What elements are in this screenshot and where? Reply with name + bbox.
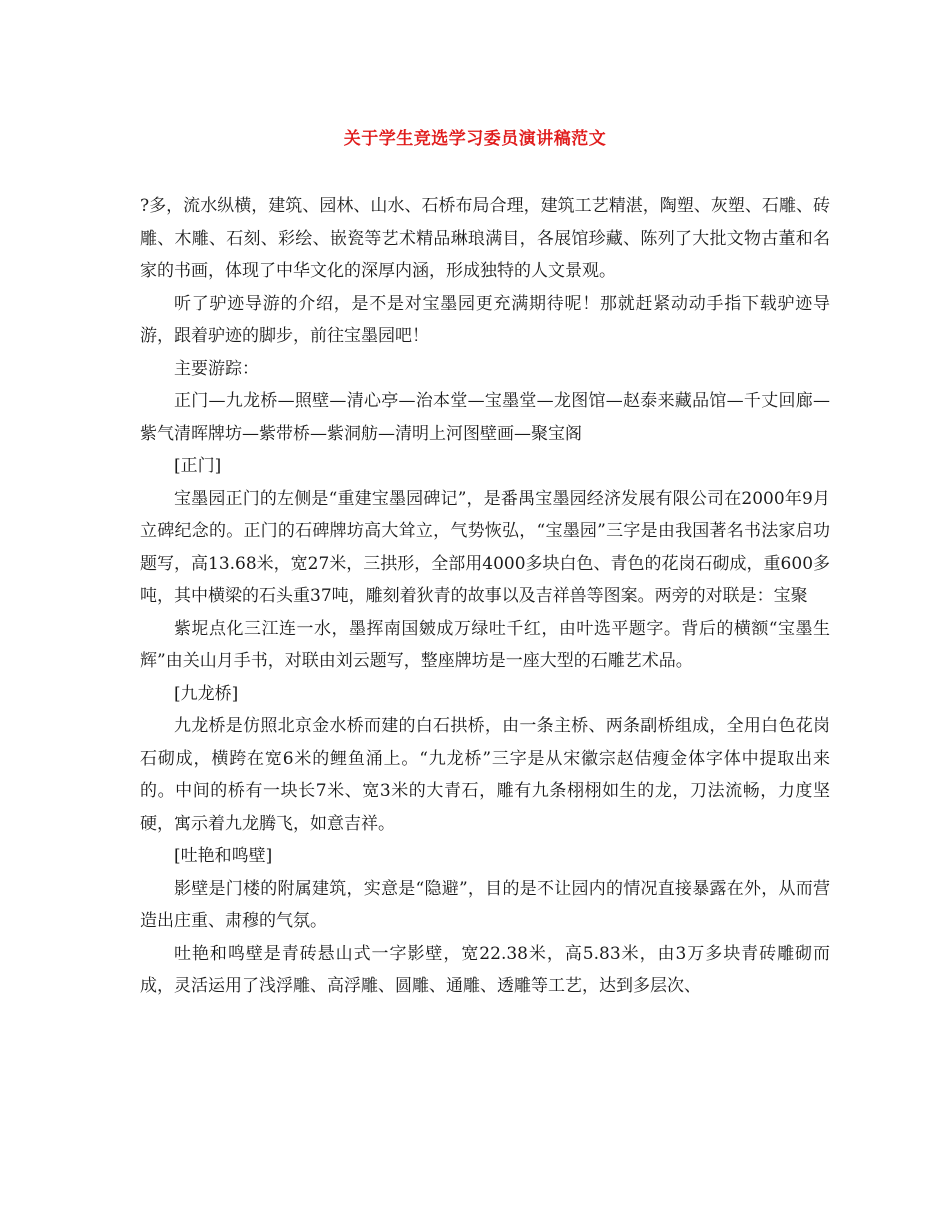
document-body	[140, 190, 830, 1003]
paragraph-route: 正门—九龙桥—照壁—清心亭—治本堂—宝墨堂—龙图馆—赵泰来藏品馆—千丈回廊—紫气清晖牌坊—紫带桥—紫洞舫—清明上河图壁画—聚宝阁	[140, 391, 830, 444]
paragraph-guide: 听了驴迹导游的介绍，是不是对宝墨园更充满期待呢！那就赶紧动动手指下载驴迹导游，跟着驴迹的脚步，前往宝墨园吧！	[140, 293, 830, 346]
paragraph-route-heading: 主要游踪：	[174, 358, 259, 379]
paragraph-main-gate: 宝墨园正门的左侧是“重建宝墨园碑记”，是番禺宝墨园经济发展有限公司在2000年9月立碑纪念的。正门的石碑牌坊高大耸立，气势恢弘，“宝墨园”三字是由我国著名书法家启功题写，高13.68米，宽27米，三拱形，全部用4000多块白色、青色的花岗石砌成，重600多吨，其中横梁的石头重37吨，雕刻着狄青的故事以及吉祥兽等图案。两旁的对联是：宝聚	[140, 488, 831, 606]
section-heading-main-gate: [正门]	[174, 456, 222, 476]
paragraph-intro: ?多，流水纵横，建筑、园林、山水、石桥布局合理，建筑工艺精湛，陶塑、灰塑、石雕、砖雕、木雕、石刻、彩绘、嵌瓷等艺术精品琳琅满目，各展馆珍藏、陈列了大批文物古董和名家的书画，体现了中华文化的深厚内涵，形成独特的人文景观。	[140, 196, 830, 281]
paragraph-nine-dragon-bridge: 九龙桥是仿照北京金水桥而建的白石拱桥，由一条主桥、两条副桥组成，全用白色花岗石砌成，横跨在宽6米的鲤鱼涌上。“九龙桥”三字是从宋徽宗赵佶瘦金体字体中提取出来的。中间的桥有一块长7米、宽3米的大青石，雕有九条栩栩如生的龙，刀法流畅，力度坚硬，寓示着九龙腾飞，如意吉祥。	[140, 716, 830, 834]
document-title: 关于学生竞选学习委员演讲稿范文	[343, 129, 607, 149]
paragraph-screen-wall-detail: 吐艳和鸣壁是青砖悬山式一字影壁，宽22.38米，高5.83米，由3万多块青砖雕砌而成，灵活运用了浅浮雕、高浮雕、圆雕、通雕、透雕等工艺，达到多层次、	[140, 943, 830, 996]
paragraph-screen-wall-intro: 影壁是门楼的附属建筑，实意是“隐避”，目的是不让园内的情况直接暴露在外，从而营造出庄重、肃穆的气氛。	[140, 878, 830, 931]
paragraph-couplet: 紫坭点化三江连一水，墨挥南国皴成万绿吐千红，由叶选平题字。背后的横额“宝墨生辉”由关山月手书，对联由刘云题写，整座牌坊是一座大型的石雕艺术品。	[140, 618, 830, 671]
section-heading-screen-wall: [吐艳和鸣壁]	[174, 846, 273, 866]
section-heading-nine-dragon-bridge: [九龙桥]	[174, 683, 239, 704]
